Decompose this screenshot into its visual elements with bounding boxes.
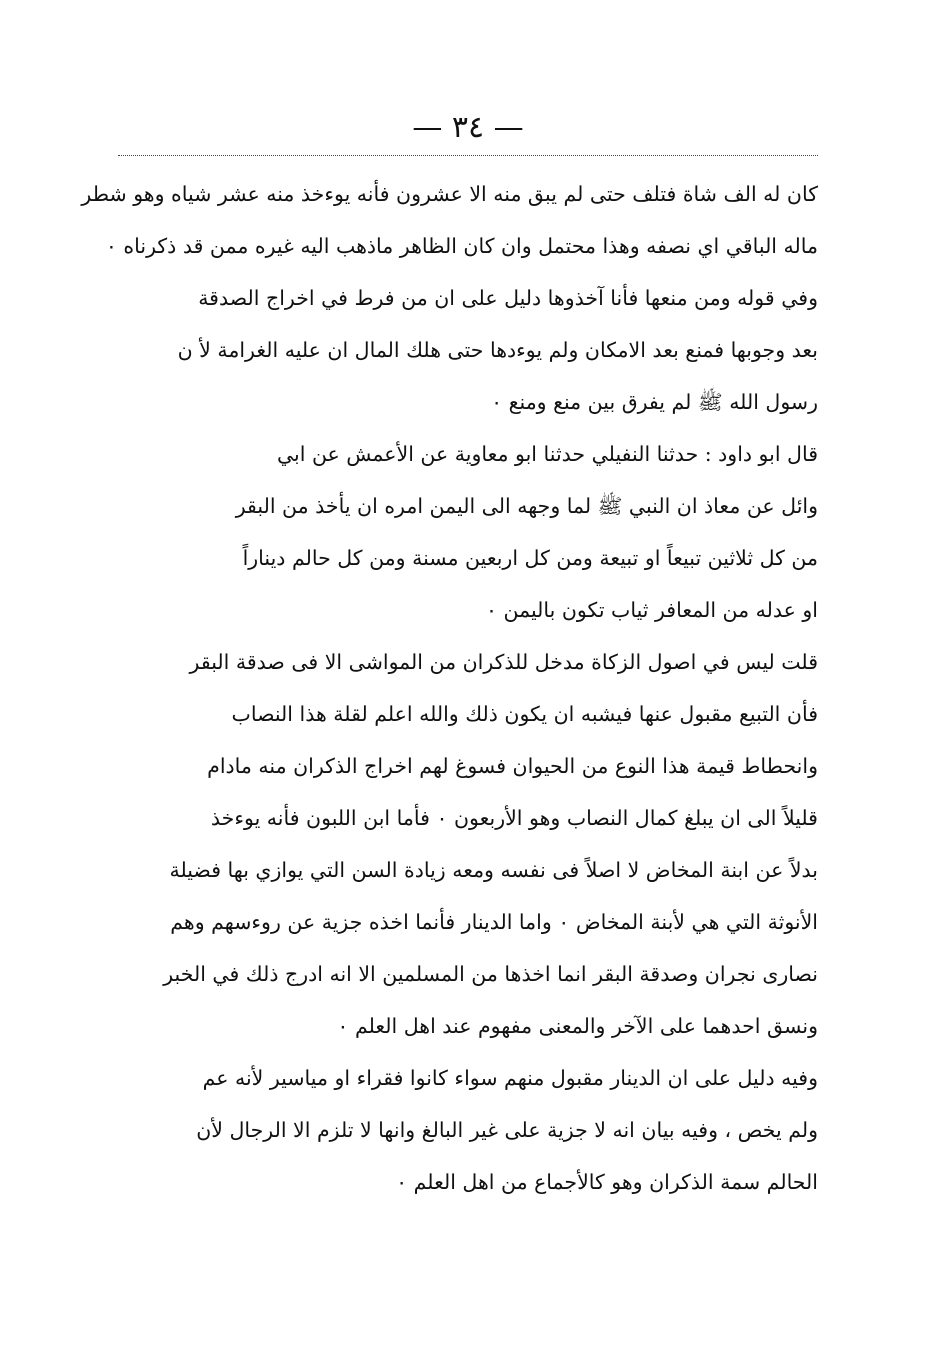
text-line: كان له الف شاة فتلف حتى لم يبق منه الا عشرون فأنه يوءخذ منه عشر شياه وهو شطر (81, 182, 818, 206)
text-line: وائل عن معاذ ان النبي ﷺ لما وجهه الى اليمن امره ان يأخذ من البقر (235, 494, 818, 518)
text-line: قليلاً الى ان يبلغ كمال النصاب وهو الأربعون ٠ فأما ابن اللبون فأنه يوءخذ (210, 806, 818, 830)
text-line: وانحطاط قيمة هذا النوع من الحيوان فسوغ لهم اخراج الذكران منه مادام (207, 754, 818, 778)
text-line: وفيه دليل على ان الدينار مقبول منهم سواء كانوا فقراء او مياسير لأنه عم (202, 1066, 818, 1090)
text-line: بدلاً عن ابنة المخاض لا اصلاً فى نفسه ومعه زيادة السن التي يوازي بها فضيلة (169, 858, 818, 882)
text-line: ولم يخص ، وفيه بيان انه لا جزية على غير البالغ وانها لا تلزم الا الرجال لأن (196, 1118, 818, 1142)
header-rule (118, 155, 818, 156)
text-line: الأنوثة التي هي لأبنة المخاض ٠ واما الدينار فأنما اخذه جزية عن روءسهم وهم (170, 910, 818, 934)
text-line: فأن التبيع مقبول عنها فيشبه ان يكون ذلك والله اعلم لقلة هذا النصاب (231, 702, 818, 726)
text-line: او عدله من المعافر ثياب تكون باليمن ٠ (485, 598, 818, 622)
text-line: رسول الله ﷺ لم يفرق بين منع ومنع ٠ (491, 390, 818, 414)
text-line: قلت ليس في اصول الزكاة مدخل للذكران من المواشى الا فى صدقة البقر (189, 650, 818, 674)
text-line: ماله الباقي اي نصفه وهذا محتمل وان كان الظاهر ماذهب اليه غيره ممن قد ذكرناه ٠ (105, 234, 818, 258)
text-line: ونسق احدهما على الآخر والمعنى مفهوم عند اهل العلم ٠ (337, 1014, 818, 1038)
body-text (81, 168, 818, 1208)
text-line: بعد وجوبها فمنع بعد الامكان ولم يوءدها حتى هلك المال ان عليه الغرامة لأ ن (177, 338, 818, 362)
text-line: نصارى نجران وصدقة البقر انما اخذها من المسلمين الا انه ادرج ذلك في الخبر (163, 962, 818, 986)
page-number: — ٣٤ — (412, 110, 524, 145)
text-line: من كل ثلاثين تبيعاً او تبيعة ومن كل اربعين مسنة ومن كل حالم ديناراً (242, 546, 818, 570)
text-line: وفي قوله ومن منعها فأنا آخذوها دليل على ان من فرط في اخراج الصدقة (198, 286, 818, 310)
text-line: الحالم سمة الذكران وهو كالأجماع من اهل العلم ٠ (396, 1170, 818, 1194)
text-line: قال ابو داود : حدثنا النفيلي حدثنا ابو معاوية عن الأعمش عن ابي (276, 442, 818, 466)
